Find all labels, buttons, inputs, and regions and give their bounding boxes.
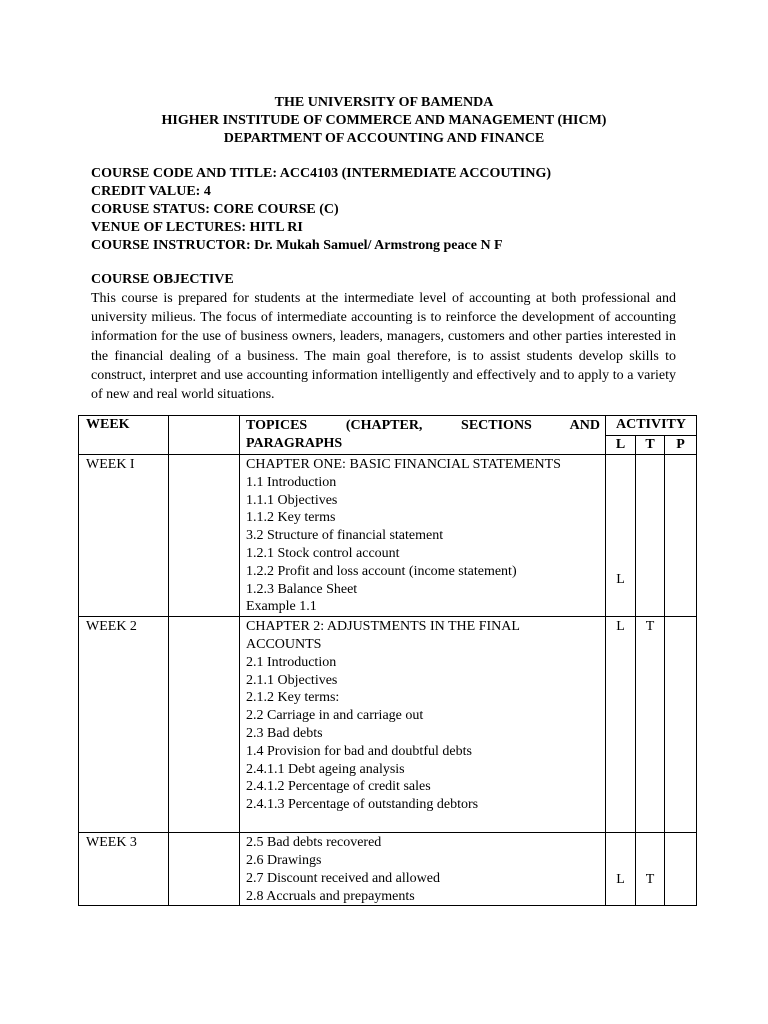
topic-line: 2.4.1.2 Percentage of credit sales (246, 779, 431, 795)
empty-header-cell (169, 416, 240, 455)
topic-line: 2.5 Bad debts recovered (246, 835, 382, 851)
topics-cell (240, 455, 606, 617)
activity-header: ACTIVITY (606, 416, 697, 436)
topic-line: 2.1 Introduction (246, 654, 337, 670)
topic-line: 1.2.3 Balance Sheet (246, 581, 358, 597)
tutorial-mark (636, 455, 665, 617)
tutorial-mark: T (636, 617, 665, 833)
tutorial-mark (636, 833, 665, 906)
topics-cell (240, 833, 606, 906)
topic-line: CHAPTER 2: ADJUSTMENTS IN THE FINAL (246, 619, 520, 635)
week-header: WEEK (79, 416, 169, 455)
topic-line: 1.1 Introduction (246, 474, 337, 490)
lecture-venue: VENUE OF LECTURES: HITL RI (91, 220, 303, 235)
objective-paragraph: This course is prepared for students at the intermediate level of accounting at both professional and university milieus. The focus of intermediate accounting is to reinforce the development of accounting information for the use of business owners, leaders, managers, customers and other parties interested in the financial dealing of a business. The main goal therefore, is to assist students develop skills to construct, interpret and use accounting information intelligently and effectively and to apply to a variety of new and real world situations. (91, 291, 676, 403)
topic-line: 2.6 Drawings (246, 852, 322, 868)
topics-cell (240, 617, 606, 833)
table-row (79, 455, 697, 617)
objective-heading: COURSE OBJECTIVE (91, 272, 234, 287)
week-cell: WEEK I (79, 455, 169, 617)
topic-line: 1.1.1 Objectives (246, 492, 338, 508)
topic-line: 1.2.2 Profit and loss account (income statement) (246, 563, 517, 579)
university-name: THE UNIVERSITY OF BAMENDA (274, 95, 494, 110)
topic-line: CHAPTER ONE: BASIC FINANCIAL STATEMENTS (246, 457, 561, 472)
topic-line: 1.1.2 Key terms (246, 510, 336, 526)
practical-mark (665, 455, 697, 617)
week-cell: WEEK 2 (79, 617, 169, 833)
lecture-mark-text: L (616, 572, 625, 587)
lecture-header: L (606, 435, 636, 455)
empty-cell (169, 455, 240, 617)
department-name: DEPARTMENT OF ACCOUNTING AND FINANCE (223, 131, 545, 146)
course-instructor: COURSE INSTRUCTOR: Dr. Mukah Samuel/ Armstrong peace N F (91, 238, 503, 253)
lecture-mark (606, 455, 636, 617)
course-status: CORUSE STATUS: CORE COURSE (C) (91, 202, 339, 217)
topic-line: 1.4 Provision for bad and doubtful debts (246, 743, 472, 759)
topic-line: 2.1.2 Key terms: (246, 690, 340, 706)
course-code-title: COURSE CODE AND TITLE: ACC4103 (INTERMEDIATE ACCOUTING) (91, 166, 551, 181)
topic-line: 2.2 Carriage in and carriage out (246, 708, 424, 724)
empty-cell (169, 833, 240, 906)
table-row (79, 617, 697, 833)
practical-mark (665, 833, 697, 906)
topic-line: 2.4.1.3 Percentage of outstanding debtors (246, 797, 479, 813)
tutorial-header: T (636, 435, 665, 455)
topic-line: 2.1.1 Objectives (246, 672, 338, 688)
week-cell: WEEK 3 (79, 833, 169, 906)
topic-line: 1.2.1 Stock control account (246, 545, 400, 561)
topic-line: Example 1.1 (246, 599, 317, 615)
lecture-mark-text: L (616, 872, 625, 888)
table-row (79, 833, 697, 906)
credit-value: CREDIT VALUE: 4 (91, 184, 211, 199)
empty-cell (169, 617, 240, 833)
institute-name: HIGHER INSTITUDE OF COMMERCE AND MANAGEMENT (HICM) (161, 113, 607, 128)
document-header (0, 94, 768, 148)
topic-line: 2.4.1.1 Debt ageing analysis (246, 761, 405, 777)
topic-line: ACCOUNTS (246, 636, 322, 652)
topic-line: 2.3 Bad debts (246, 725, 323, 741)
topic-line: 3.2 Structure of financial statement (246, 528, 444, 544)
topics-header (240, 416, 606, 455)
lecture-mark (606, 833, 636, 906)
practical-mark (665, 617, 697, 833)
topic-line: 2.8 Accruals and prepayments (246, 888, 415, 904)
course-schedule-table (78, 415, 697, 906)
table-header-row (79, 416, 697, 436)
topics-header-line1: TOPICES (CHAPTER, SECTIONS AND (246, 418, 600, 433)
lecture-mark: L (606, 617, 636, 833)
topic-line: 2.7 Discount received and allowed (246, 870, 440, 886)
practical-header: P (665, 435, 697, 455)
topics-header-line2: PARAGRAPHS (246, 435, 343, 451)
tutorial-mark-text: T (645, 872, 655, 888)
course-info (91, 165, 551, 255)
